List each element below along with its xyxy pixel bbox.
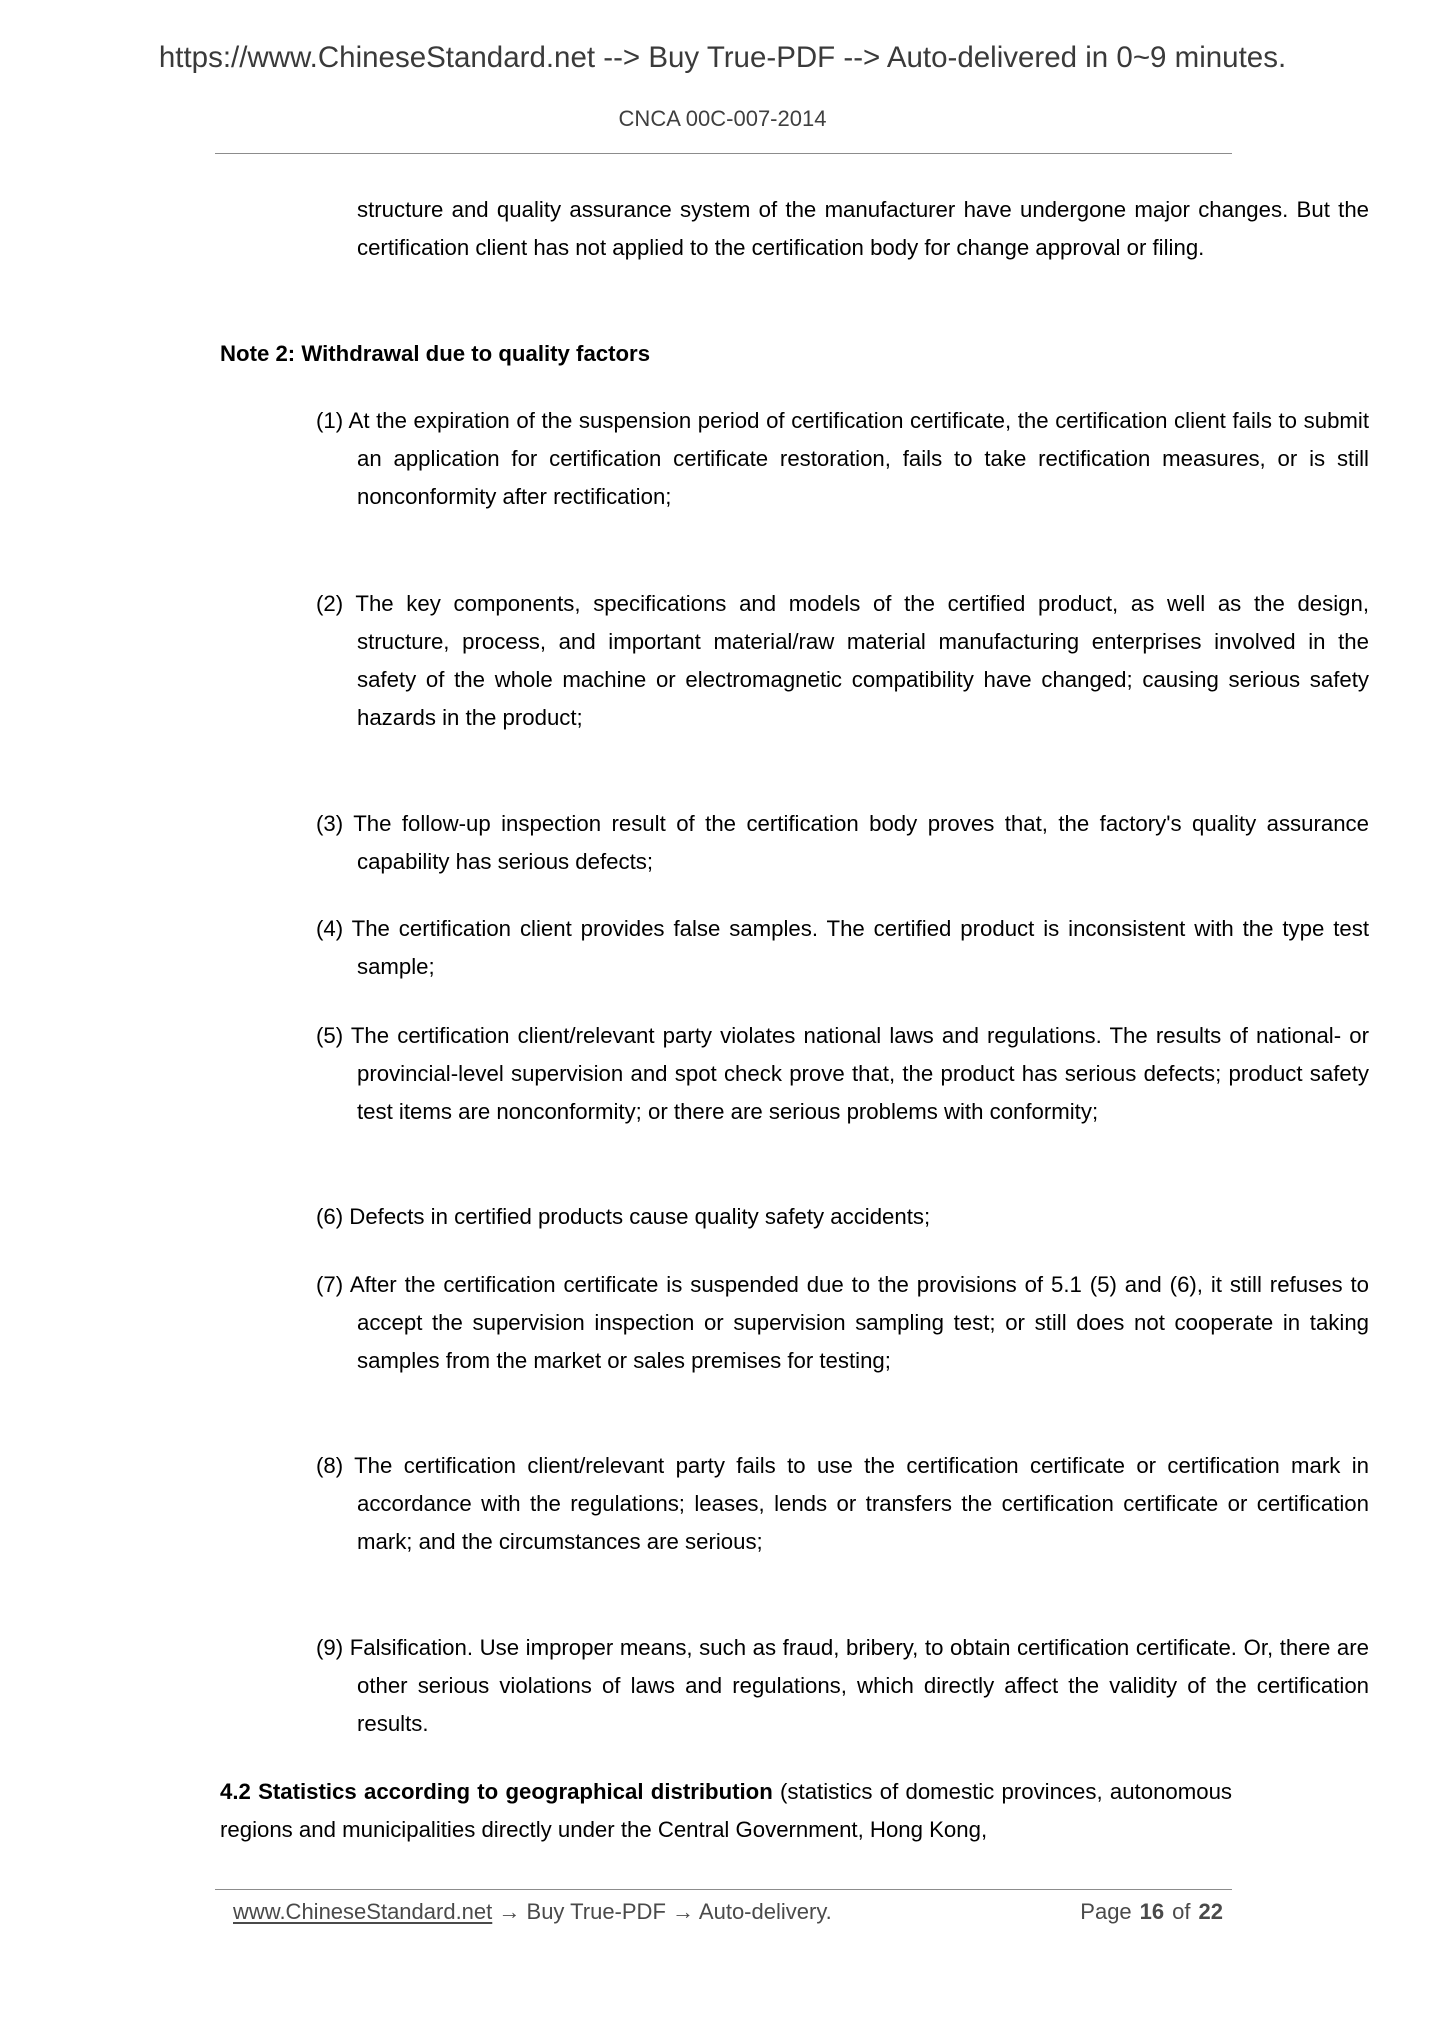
page-indicator: [1080, 1897, 1223, 1927]
item-number: (3): [316, 811, 344, 836]
arrow-right-icon: →: [498, 1899, 521, 1924]
section-heading: 4.2 Statistics according to geographical distribution: [220, 1779, 773, 1804]
section-text: (statistics of domestic provinces, autonomous regions and municipalities directly under the Central Government, Hong Kong,: [220, 1779, 1232, 1842]
list-item-3: [220, 805, 1369, 881]
list-item-6: [220, 1198, 1369, 1236]
item-text: The key components, specifications and models of the certified product, as well as the design, structure, process, and important material/raw material manufacturing enterprises involved in the safety of the whole machine or electromagnetic compatibility have changed; causing serious safety hazards in the product;: [355, 591, 1370, 730]
item-text: The certification client/relevant party violates national laws and regulations. The results of national- or provincial-level supervision and spot check prove that, the product has serious defects; product safety test items are nonconformity; or there are serious problems with conformity;: [350, 1023, 1369, 1124]
page-label: Page: [1080, 1899, 1132, 1924]
section-4-2-paragraph: [220, 1773, 1232, 1849]
item-number: (5): [316, 1023, 344, 1048]
item-text: Defects in certified products cause quality safety accidents;: [349, 1204, 931, 1229]
header-divider: [215, 153, 1232, 154]
item-text: Falsification. Use improper means, such as fraud, bribery, to obtain certification certificate. Or, there are other serious violations of laws and regulations, which directly affect the validity of the certification results.: [349, 1635, 1369, 1736]
item-number: (9): [316, 1635, 344, 1660]
auto-delivery-text: Auto-delivery.: [698, 1899, 832, 1924]
item-text: After the certification certificate is suspended due to the provisions of 5.1 (5) and (6), it still refuses to accept the supervision inspection or supervision sampling test; or still does not cooperate in taking samples from the market or sales premises for testing;: [349, 1272, 1369, 1373]
item-number: (8): [316, 1453, 344, 1478]
list-item-5: [220, 1017, 1369, 1131]
item-text: The certification client/relevant party fails to use the certification certificate or certification mark in accordance with the regulations; leases, lends or transfers the certification certificate or certification mark; and the circumstances are serious;: [354, 1453, 1369, 1554]
footer-divider: [215, 1889, 1232, 1890]
page-footer: [233, 1897, 1223, 1927]
continuation-paragraph: structure and quality assurance system of the manufacturer have undergone major changes. But the certification client has not applied to the certification body for change approval or filing.: [357, 197, 1369, 260]
document-code: CNCA 00C-007-2014: [618, 106, 827, 131]
buy-true-pdf-text: Buy True-PDF: [526, 1899, 666, 1924]
list-item-9: [220, 1629, 1369, 1743]
promo-banner: https://www.ChineseStandard.net --> Buy True-PDF --> Auto-delivered in 0~9 minutes.: [158, 41, 1287, 74]
arrow-right-icon: →: [672, 1899, 695, 1924]
website-link[interactable]: www.ChineseStandard.net: [233, 1899, 493, 1924]
item-number: (1): [316, 408, 344, 433]
list-item-2: [220, 585, 1369, 737]
current-page: 16: [1139, 1899, 1165, 1924]
item-number: (2): [316, 591, 344, 616]
page-of-label: of: [1172, 1899, 1191, 1924]
item-text: At the expiration of the suspension period of certification certificate, the certification client fails to submit an application for certification certificate restoration, fails to take rectification measures, or is still nonconformity after rectification;: [348, 408, 1369, 509]
item-text: The follow-up inspection result of the certification body proves that, the factory's quality assurance capability has serious defects;: [353, 811, 1369, 874]
list-item-1: [220, 402, 1369, 516]
item-text: The certification client provides false samples. The certified product is inconsistent with the type test sample;: [351, 916, 1370, 979]
note-heading: Note 2: Withdrawal due to quality factors: [220, 341, 651, 366]
item-number: (6): [316, 1204, 344, 1229]
list-item-7: [220, 1266, 1369, 1380]
list-item-4: [220, 910, 1369, 986]
total-pages: 22: [1198, 1899, 1223, 1924]
item-number: (4): [316, 916, 344, 941]
item-number: (7): [316, 1272, 344, 1297]
list-item-8: [220, 1447, 1369, 1561]
